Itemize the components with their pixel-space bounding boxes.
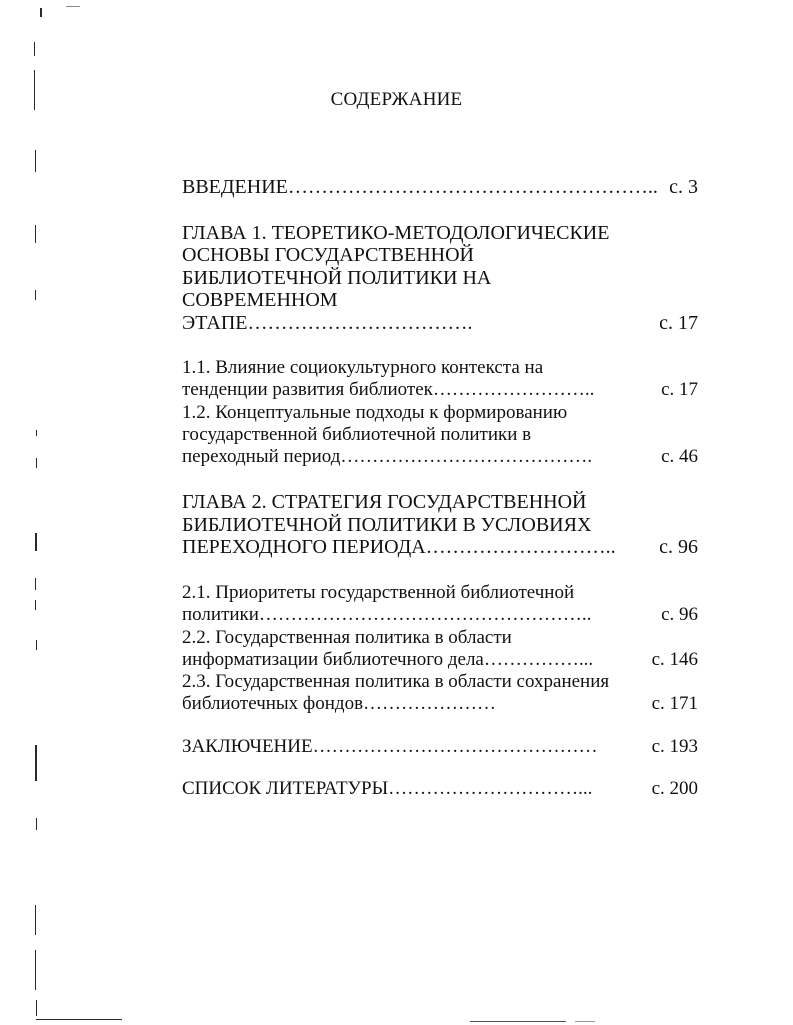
scan-artifact [34,70,35,110]
scan-artifact [36,640,37,650]
toc-entry-text: 2.3. Государственная политика в области сохранения библиотечных фондов………………… [182,671,610,715]
scan-artifact [470,1021,566,1022]
page-title: СОДЕРЖАНИЕ [330,89,463,110]
scan-artifact [575,1021,595,1022]
table-of-contents [182,176,702,800]
scan-artifact [36,1000,37,1016]
scan-artifact [35,150,36,172]
scan-artifact [34,42,35,56]
toc-entry-page: с. 146 [651,648,698,670]
scan-artifact [35,950,36,990]
toc-entry-section-2-1 [182,582,702,627]
toc-entry-page: с. 17 [661,379,698,401]
toc-entry-text: ГЛАВА 1. ТЕОРЕТИКО-МЕТОДОЛОГИЧЕСКИЕ ОСНОВЫ ГОСУДАРСТВЕННОЙ БИБЛИОТЕЧНОЙ ПОЛИТИКИ НА СОВРЕМЕННОМ ЭТАПЕ……………………………. [182,221,610,334]
toc-entry-page: с. 96 [661,604,698,626]
toc-entry-text: ЗАКЛЮЧЕНИЕ……………………………………… [182,735,598,757]
toc-entry-text: ГЛАВА 2. СТРАТЕГИЯ ГОСУДАРСТВЕННОЙ БИБЛИОТЕЧНОЙ ПОЛИТИКИ В УСЛОВИЯХ ПЕРЕХОДНОГО ПЕРИОДА……………………….. [182,491,616,559]
toc-entry-section-2-2 [182,627,702,672]
toc-entry-page: с. 17 [659,311,698,334]
scan-artifact [35,533,37,551]
toc-entry-page: с. 3 [669,176,698,198]
scan-artifact [40,8,42,17]
toc-entry-text: 2.2. Государственная политика в области информатизации библиотечного дела……………... [182,626,594,670]
toc-entry-text: 1.1. Влияние социокультурного контекста на тенденции развития библиотек…………………….. [182,357,595,401]
scan-artifact [35,600,36,610]
toc-entry-text: 1.2. Концептуальные подходы к формированию государственной библиотечной политики в переходный период…………………………………. [182,401,593,468]
scan-artifact [35,745,37,781]
scan-artifact [66,6,80,7]
scan-artifact [35,578,36,590]
toc-entry-page: с. 96 [659,536,698,559]
toc-entry-text: ВВЕДЕНИЕ……………………………………………….. [182,176,658,198]
toc-entry-section-1-2 [182,402,702,469]
toc-entry-chapter-2 [182,491,702,559]
toc-entry-text: 2.1. Приоритеты государственной библиотечной политики…………………………………………….. [182,581,592,626]
toc-entry-page: с. 46 [661,446,698,468]
toc-entry-bibliography [182,778,702,800]
scan-artifact [35,905,36,935]
scan-artifact [35,225,36,243]
toc-entry-section-1-1 [182,357,702,402]
scan-artifact [36,1019,122,1020]
toc-entry-page: с. 193 [651,735,698,757]
toc-entry-chapter-1 [182,222,702,335]
toc-entry-page: с. 200 [651,778,698,800]
toc-entry-introduction [182,176,702,199]
toc-entry-section-2-3 [182,671,702,716]
toc-entry-text: СПИСОК ЛИТЕРАТУРЫ…………………………... [182,778,593,800]
scan-artifact [35,290,36,300]
scan-artifact [36,458,37,468]
scan-artifact [36,818,37,830]
toc-entry-conclusion [182,736,702,758]
scan-artifact [36,430,37,436]
toc-entry-page: с. 171 [651,693,698,715]
